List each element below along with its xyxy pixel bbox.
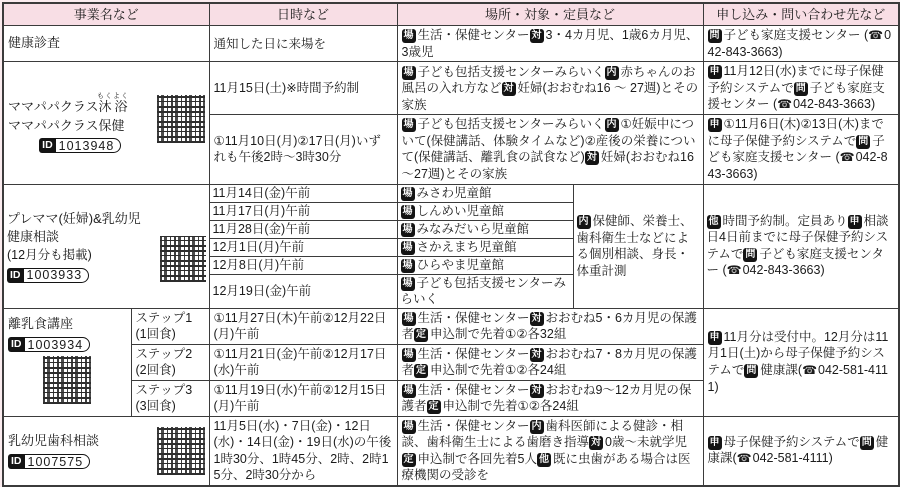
row-premama-1: [3, 184, 899, 202]
datetime-cell: 12月1日(月)午前: [209, 238, 397, 256]
column-header-event: 事業名など: [3, 3, 209, 26]
row-shika: [3, 416, 899, 486]
place-icon: 場: [403, 66, 414, 78]
content-icon: 内: [578, 216, 589, 228]
place-icon: 場: [403, 30, 414, 42]
phone-icon: ☎: [839, 150, 855, 165]
event-title-premama-1: プレママ(妊婦)&乳幼児: [7, 210, 141, 226]
target-icon: 対: [531, 348, 542, 360]
capacity-icon: 定: [428, 401, 439, 413]
target-icon: 対: [531, 312, 542, 324]
step-label-cell: ステップ1 (1回食): [131, 308, 209, 344]
contact-cell: 他 時間予約制。定員あり 申 相談日4日前までに母子保健予約システムで 問 子ども家庭支援センター (☎042-843-3663): [703, 184, 899, 308]
datetime-cell: 通知した日に来場を: [209, 26, 397, 62]
event-name-cell-rinyu: [3, 308, 131, 416]
datetime-cell: 11月17日(月)午前: [209, 202, 397, 220]
datetime-cell: 11月28日(金)午前: [209, 220, 397, 238]
events-table: [2, 2, 900, 487]
datetime-cell: 11月15日(土)※時間予約制: [209, 62, 397, 115]
row-mamapapa-1: [3, 62, 899, 115]
datetime-cell: ①11月19日(水)午前②12月15日(月)午前: [209, 380, 397, 416]
place-icon: 場: [402, 205, 413, 217]
event-note-premama: (12月分も掲載): [7, 248, 92, 263]
id-number: 1003934: [25, 337, 91, 352]
contact-cell: 申 母子保健予約システムで 問 健康課(☎042-581-4111): [703, 416, 899, 486]
place-cell: 場 子ども包括支援センターみらいく: [397, 274, 573, 308]
place-cell: 場 子ども包括支援センターみらいく 内 ①妊娠中について(保健講話、体験タイムなど)②産後の栄養について(保健講話、離乳食の試食など) 対 妊婦(おおむね16～27週)とその家族: [397, 115, 703, 184]
contact-cell: 申 ①11月6日(木)②13日(木)までに母子保健予約システムで 問 子ども家庭支援センター (☎042-843-3663): [703, 115, 899, 184]
header-row: [3, 3, 899, 26]
id-badge: [39, 138, 121, 153]
id-badge: [8, 337, 90, 352]
id-badge: [7, 268, 89, 283]
datetime-cell: 11月5日(水)・7日(金)・12日(水)・14日(金)・19日(水)の午後1時30分、1時45分、2時、2時15分、2時30分から: [209, 416, 397, 486]
event-name-cell-shika: [3, 416, 209, 486]
row-kenko: [3, 26, 899, 62]
place-icon: 場: [402, 187, 413, 199]
id-label: ID: [39, 138, 56, 153]
phone-icon: ☎: [726, 263, 742, 278]
contact-cell: 申 11月分は受付中。12月分は11月1日(土)から母子保健予約システムで 問 健康課(☎042-581-4111): [703, 308, 899, 416]
place-icon: 場: [403, 420, 414, 432]
column-header-contact: 申し込み・問い合わせ先など: [703, 3, 899, 26]
phone-icon: ☎: [736, 451, 752, 466]
datetime-cell: ①11月21日(金)午前②12月17日(水)午前: [209, 344, 397, 380]
inquiry-icon: 問: [746, 364, 757, 376]
place-cell: 場 生活・保健センター 対 おおむね7・8カ月児の保護者 定 申込制で先着①②各24組: [397, 344, 703, 380]
content-cell: 内 保健師、栄養士、歯科衛生士などによる個別相談、身長・体重計測: [573, 184, 703, 308]
inquiry-icon: 問: [745, 248, 756, 260]
id-number: 1013948: [56, 138, 122, 153]
capacity-icon: 定: [416, 329, 427, 341]
other-icon: 他: [538, 453, 549, 465]
event-title-mamapapa-1: ママパパクラス沐浴もくよく: [8, 92, 129, 114]
content-icon: 内: [531, 420, 542, 432]
id-number: 1003933: [24, 268, 90, 283]
id-label: ID: [8, 337, 25, 352]
place-cell: 場 生活・保健センター 対 おおむね9～12カ月児の保護者 定 申込制で先着①②各24組: [397, 380, 703, 416]
place-cell: 場 みなみだいら児童館: [397, 220, 573, 238]
qr-code-icon: [43, 356, 91, 404]
place-cell: 場 ひらやま児童館: [397, 256, 573, 274]
place-cell: 場 しんめい児童館: [397, 202, 573, 220]
place-icon: 場: [403, 384, 414, 396]
event-title-mamapapa-2: ママパパクラス保健: [8, 117, 125, 133]
inquiry-icon: 問: [709, 30, 720, 42]
event-title-kenko: 健康診査: [8, 35, 61, 51]
event-name-cell-mamapapa: [3, 62, 209, 184]
datetime-cell: ①11月10日(月)②17日(月)いずれも午後2時～3時30分: [209, 115, 397, 184]
datetime-cell: ①11月27日(木)午前②12月22日(月)午前: [209, 308, 397, 344]
target-icon: 対: [586, 152, 597, 164]
place-icon: 場: [403, 348, 414, 360]
step-label-cell: ステップ3 (3回食): [131, 380, 209, 416]
inquiry-icon: 問: [858, 135, 869, 147]
target-icon: 対: [591, 437, 602, 449]
qr-code-icon: [160, 236, 206, 282]
step-label-cell: ステップ2 (2回食): [131, 344, 209, 380]
place-cell: 場 生活・保健センター 対 3・4カ月児、1歳6カ月児、3歳児: [397, 26, 703, 62]
place-icon: 場: [403, 312, 414, 324]
event-title-rinyu: 離乳食講座: [8, 316, 74, 332]
place-cell: 場 生活・保健センター 内 歯科医師による健診・相談、歯科衛生士による歯磨き指導 対 0歳～未就学児定 申込制で各回先着5人 他 既に虫歯がある場合は医療機関の受診を: [397, 416, 703, 486]
place-cell: 場 さかえまち児童館: [397, 238, 573, 256]
phone-icon: ☎: [777, 97, 793, 112]
apply-icon: 申: [709, 436, 720, 448]
event-title-shika: 乳幼児歯科相談: [8, 433, 100, 449]
capacity-icon: 定: [403, 453, 414, 465]
place-cell: 場 みさわ児童館: [397, 184, 573, 202]
event-name-cell-premama: [3, 184, 209, 308]
place-icon: 場: [403, 119, 414, 131]
apply-icon: 申: [709, 331, 720, 343]
place-icon: 場: [402, 277, 413, 289]
id-label: ID: [8, 454, 25, 469]
phone-icon: ☎: [802, 362, 818, 377]
contact-cell: 問 子ども家庭支援センター (☎042-843-3663): [703, 26, 899, 62]
other-icon: 他: [708, 215, 719, 227]
target-icon: 対: [531, 384, 542, 396]
column-header-place: 場所・対象・定員など: [397, 3, 703, 26]
place-icon: 場: [402, 241, 413, 253]
datetime-cell: 12月19日(金)午前: [209, 274, 397, 308]
qr-code-icon: [157, 95, 205, 143]
capacity-icon: 定: [416, 365, 427, 377]
target-icon: 対: [531, 30, 542, 42]
column-header-datetime: 日時など: [209, 3, 397, 26]
id-label: ID: [7, 268, 24, 283]
event-title-premama-2: 健康相談: [7, 229, 60, 245]
id-number: 1007575: [25, 454, 91, 469]
qr-code-icon: [157, 427, 205, 475]
content-icon: 内: [606, 66, 617, 78]
place-cell: 場 子ども包括支援センターみらいく 内 赤ちゃんのお風呂の入れ方など 対 妊婦(おおむね16 ～ 27週)とその家族: [397, 62, 703, 115]
place-icon: 場: [402, 223, 413, 235]
apply-icon: 申: [709, 119, 720, 131]
phone-icon: ☎: [868, 28, 884, 43]
target-icon: 対: [503, 83, 514, 95]
row-rinyu-1: [3, 308, 899, 344]
inquiry-icon: 問: [861, 436, 872, 448]
id-badge: [8, 454, 90, 469]
inquiry-icon: 問: [795, 82, 806, 94]
apply-icon: 申: [709, 66, 720, 78]
content-icon: 内: [606, 119, 617, 131]
datetime-cell: 11月14日(金)午前: [209, 184, 397, 202]
datetime-cell: 12月8日(月)午前: [209, 256, 397, 274]
place-cell: 場 生活・保健センター 対 おおむね5・6カ月児の保護者 定 申込制で先着①②各32組: [397, 308, 703, 344]
contact-cell: 申 11月12日(水)までに母子保健予約システムで 問 子ども家庭支援センター (☎042-843-3663): [703, 62, 899, 115]
apply-icon: 申: [849, 215, 860, 227]
place-icon: 場: [402, 259, 413, 271]
